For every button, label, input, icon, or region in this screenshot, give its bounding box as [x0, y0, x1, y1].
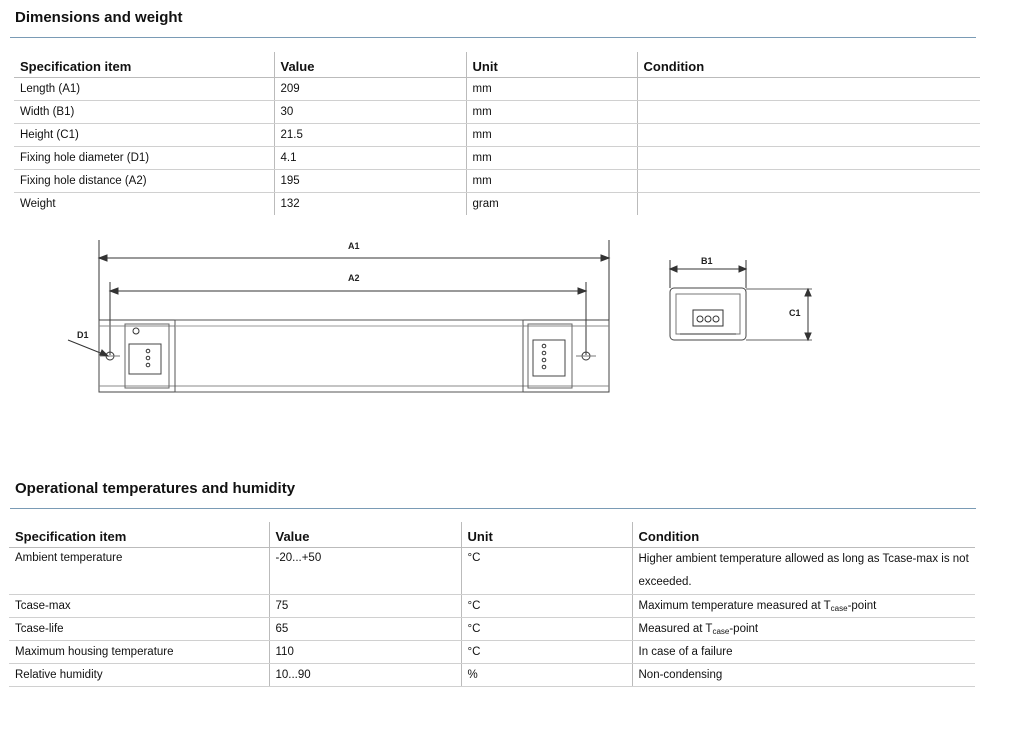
column-header: Condition	[632, 522, 975, 548]
spec-item: Tcase-max	[9, 595, 269, 618]
section-divider	[10, 508, 976, 509]
condition-text: -point	[847, 599, 877, 612]
spec-unit: mm	[466, 147, 637, 170]
condition-text: Measured at T	[638, 622, 713, 635]
label-b1: B1	[701, 256, 713, 266]
spec-value: 65	[269, 618, 461, 641]
spec-item: Height (C1)	[14, 124, 274, 147]
table-row	[14, 101, 980, 124]
spec-item: Length (A1)	[14, 78, 274, 101]
spec-unit: mm	[466, 101, 637, 124]
section-title-dimensions: Dimensions and weight	[15, 9, 183, 26]
subscript: case	[712, 626, 730, 636]
condition-line: Higher ambient temperature allowed as long as Tcase-max is not	[638, 553, 969, 565]
spec-condition	[637, 147, 980, 170]
spec-value: 110	[269, 641, 461, 664]
spec-unit: gram	[466, 193, 637, 216]
label-a1: A1	[348, 241, 360, 251]
column-header: Specification item	[14, 52, 274, 78]
table-row	[9, 595, 975, 618]
spec-unit: mm	[466, 170, 637, 193]
table-row	[14, 170, 980, 193]
column-header: Specification item	[9, 522, 269, 548]
column-header: Condition	[637, 52, 980, 78]
spec-item: Width (B1)	[14, 101, 274, 124]
operational-table	[9, 522, 975, 687]
spec-value: 195	[274, 170, 466, 193]
label-a2: A2	[348, 273, 360, 283]
spec-item: Fixing hole diameter (D1)	[14, 147, 274, 170]
table-header-row	[9, 522, 975, 548]
spec-condition	[637, 101, 980, 124]
spec-condition	[637, 193, 980, 216]
label-d1: D1	[77, 330, 89, 340]
table-row	[14, 147, 980, 170]
table-row	[9, 618, 975, 641]
spec-condition	[632, 618, 975, 641]
condition-text: Maximum temperature measured at T	[638, 599, 831, 612]
table-row	[14, 78, 980, 101]
spec-value: 30	[274, 101, 466, 124]
condition-text: -point	[729, 622, 759, 635]
dimension-a2	[110, 273, 586, 355]
spec-unit: °C	[461, 548, 632, 595]
section-title-operational: Operational temperatures and humidity	[15, 480, 296, 497]
spec-item: Ambient temperature	[9, 548, 269, 595]
spec-unit: mm	[466, 124, 637, 147]
table-row	[14, 193, 980, 216]
spec-value: 4.1	[274, 147, 466, 170]
spec-item: Relative humidity	[9, 664, 269, 687]
dimensions-table	[14, 52, 980, 215]
spec-item: Fixing hole distance (A2)	[14, 170, 274, 193]
table-row	[9, 548, 975, 595]
spec-value: 10...90	[269, 664, 461, 687]
driver-end-view	[670, 256, 812, 340]
label-c1: C1	[789, 308, 801, 318]
table-row	[14, 124, 980, 147]
spec-value: -20...+50	[269, 548, 461, 595]
driver-side-view	[99, 320, 609, 392]
column-header: Unit	[461, 522, 632, 548]
dimension-drawing	[0, 230, 1032, 430]
spec-condition	[637, 170, 980, 193]
spec-item: Maximum housing temperature	[9, 641, 269, 664]
spec-condition	[637, 124, 980, 147]
column-header: Value	[269, 522, 461, 548]
column-header: Unit	[466, 52, 637, 78]
table-header-row	[14, 52, 980, 78]
spec-item: Weight	[20, 198, 56, 210]
spec-unit: °C	[461, 618, 632, 641]
spec-condition	[632, 595, 975, 618]
table-row	[9, 641, 975, 664]
spec-value: 132	[274, 193, 466, 216]
condition-line: exceeded.	[638, 576, 692, 588]
spec-value: 75	[269, 595, 461, 618]
spec-value: 209	[274, 78, 466, 101]
spec-unit: °C	[461, 641, 632, 664]
spec-condition: Non-condensing	[632, 664, 975, 687]
spec-item: Tcase-life	[9, 618, 269, 641]
column-header: Value	[274, 52, 466, 78]
subscript: case	[830, 603, 848, 613]
spec-unit: °C	[461, 595, 632, 618]
spec-condition: In case of a failure	[632, 641, 975, 664]
spec-value: 21.5	[274, 124, 466, 147]
spec-condition	[632, 548, 975, 595]
section-divider	[10, 37, 976, 38]
table-row	[9, 664, 975, 687]
spec-condition	[637, 78, 980, 101]
spec-unit: %	[461, 664, 632, 687]
dimension-d1	[68, 330, 108, 356]
spec-unit: mm	[466, 78, 637, 101]
